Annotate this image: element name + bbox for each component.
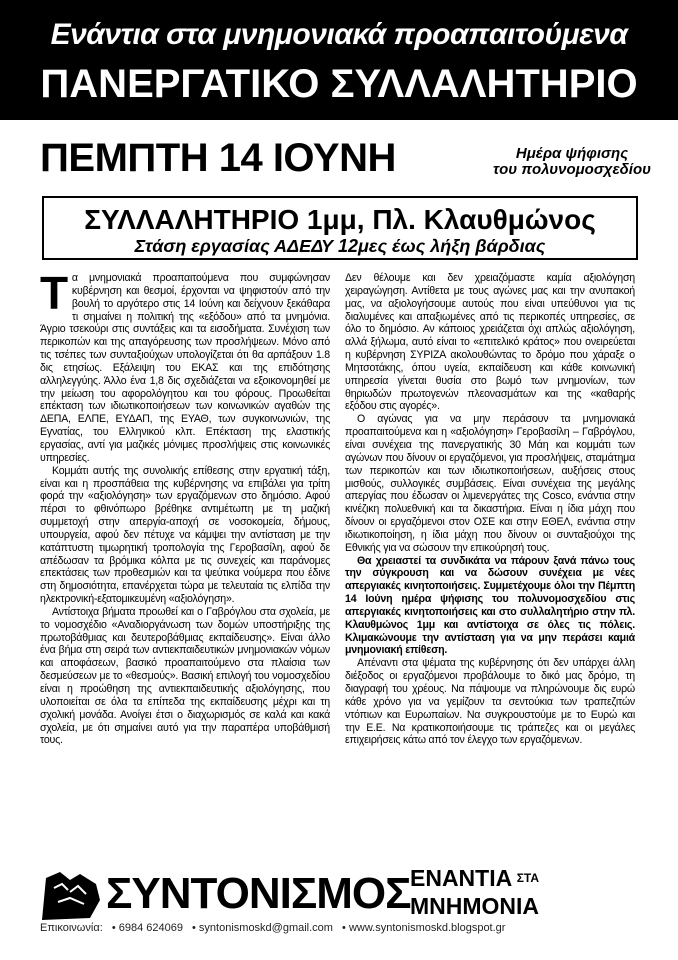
logo-name: ΣΥΝΤΟΝΙΣΜΟΣ	[106, 869, 411, 918]
rally-subtitle: Στάση εργασίας ΑΔΕΔΥ 12μες έως λήξη βάρδιας	[134, 236, 546, 256]
right-paragraph-1: Δεν θέλουμε και δεν χρειαζόμαστε καμία αξιολόγηση χειραγώγηση. Αντίθετα με τους αγώνες μας και την ανυπακοή μας, να αξιολογήσουμε αυτούς που είναι υπεύθυνοι για τις διαλυμένες και απαξιωμένες από τις περικοπές υπηρεσίες, σε όλο το δημόσιο. Αν κάποιος χρειάζεται όχι απλώς αξιολόγηση, αλλά ξήλωμα, αυτό είναι το «επιτελικό κράτος» που ονειρεύεται η κυβέρνηση ΣΥΡΙΖΑ ακολουθώντας το δρόμο που χάραξε ο Μητσοτάκης, όπου υγεία, εκπαίδευση και κάθε κοινωνική υπηρεσία γίνεται θυσία στο βωμό των μνημονίων, των θηριωδών πρωτογενών πλεονασμάτων και της «καθαρής εξόδου στις αγορές».	[345, 272, 635, 413]
left-paragraph-1-text: α μνημονιακά προαπαιτούμενα που συμφώνησαν κυβέρνηση και θεσμοί, έρχονται να ψηφιστούν από την βουλή το αργότερο στις 14 Ιούνη και δείχνουν ξεκάθαρα τι σημαίνει η πολιτική της «εξόδου» από τα μνημόνια. Άγριο τσεκούρι στις συντάξεις και τα εισοδήματα. Συνέχιση των περικοπών και της απαγόρευσης των προσλήψεων. Μόνο από τις τσέπες των συνταξιούχων υπολογίζεται ότι θα αρπάξουν 1.8 δις ετησίως. Εξάλειψη του ΕΚΑΣ και της επιδότησης αλληλεγγύης. Άλλο ένα 1,8 δις σχεδιάζεται να εξοικονομηθεί με την μείωση του αφορολόγητου και του φόρους. Προωθείται επέκταση των ιδιωτικοποιήσεων των κοινωνικών αγαθών της ΔΕΠΑ, ΕΛΠΕ, ΕΥΔΑΠ, της ΕΥΑΘ, των συγκοινωνιών, της Εγνατίας, του Ελληνικού κλπ. Επέκταση της ελαστικής εργασίας, αντί για μαζικές μόνιμες προσλήψεις στις κοινωνικές υπηρεσίες.	[40, 272, 330, 464]
logo-word-mnimonia: ΜΝΗΜΟΝΙΑ	[410, 893, 540, 919]
banner-subtitle: Ενάντια στα μνημονιακά προαπαιτούμενα	[50, 18, 628, 51]
date-row	[40, 136, 651, 186]
left-paragraph-1	[40, 267, 330, 465]
left-column	[40, 267, 330, 747]
rally-title: ΣΥΛΛΑΛΗΤΗΡΙΟ 1μμ, Πλ. Κλαυθμώνος	[84, 204, 596, 235]
right-column	[345, 272, 635, 747]
banner-title: ΠΑΝΕΡΓΑΤΙΚΟ ΣΥΛΛΑΛΗΤΗΡΙΟ	[40, 62, 638, 106]
rally-box	[42, 196, 638, 260]
logo-word-sta: ΣΤΑ	[516, 871, 539, 885]
header-banner	[0, 0, 678, 120]
right-paragraph-2: Ο αγώνας για να μην περάσουν τα μνημονιακά προαπαιτούμενα και η «αξιολόγηση» Γεροβασίλη – Γαβρόγλου, είναι συνέχεια της πανεργατικής 30 Μάη και κομμάτι των αγώνων που δίνουν οι εργαζόμενοι, για προσλήψεις, σταμάτημα των περικοπών και των ιδιωτικοποιήσεων, αυξήσεις στους μισθούς, συλλογικές συμβάσεις. Είναι συνέχεια της μεγάλης απεργίας που έδωσαν οι λιμενεργάτες της Cosco, ενάντια στην κινέζικη πολυεθνική και τα δικαστήρια. Είναι η ίδια μάχη που δίνουν οι εργαζόμενοι στον ΟΣΕ και στην ΕΘΕΛ, ενάντια στην ιδιωτικοποίηση, η ίδια μάχη που δίνουν οι συνταξιούχοι της Εθνικής για να σώσουν την επικούρησή τους.	[345, 413, 635, 554]
contact-email[interactable]: • syntonismoskd@gmail.com	[192, 922, 333, 934]
date-subtitle-line1: Ημέρα ψήφισης	[515, 145, 629, 162]
date-subtitle	[472, 146, 672, 178]
right-paragraph-3: Θα χρειαστεί τα συνδικάτα να πάρουν ξανά πάνω τους την σύγκρουση και να δώσουν συνέχεια με νέες απεργιακές κινητοποιήσεις. Συμμετέχουμε όλοι την Πέμπτη 14 Ιούνη ημέρα ψήφισης του πολυνομοσχεδίου στις απεργιακές κινητοποιήσεις και στο συλλαλητήριο στην πλ. Κλαυθμώνος 1μμ και αντίστοιχα σε όλες τις πόλεις. Κλιμακώνουμε την αντίσταση για να μην περάσει καμιά μνημονιακή επίθεση.	[345, 554, 635, 657]
logo-tagline	[410, 866, 539, 922]
logo-word-enantia: ΕΝΑΝΤΙΑ	[410, 865, 513, 891]
left-paragraph-2: Κομμάτι αυτής της συνολικής επίθεσης στην εργατική τάξη, είναι και η προσπάθεια της κυβέρνησης να επιβάλει για τρίτη φορά την «αξιολόγηση» των εργαζόμενων στο δημόσιο. Αφού πέρσι το φθινόπωρο βρέθηκε αντιμέτωπη με τη μαζική συμμετοχή στην απεργία-αποχή σε νοσοκομεία, δήμους, υπουργεία, αφού δεν πέτυχε να κάμψει την αντίσταση με την κατάπτυστη τιμωρητική τροπολογία της Γεροβασίλη, αφού δε απέδωσαν τα βρόμικα κόλπα με τις συνεχείς και παράνομες επεκτάσεις των προθεσμιών και τα ψεύτικα νούμερα που έδινε στη δημοσιότητα, επανέρχεται τώρα με τελευταία τις ελπίδα την ηλεκτρονική-εξατομικευμένη «αξιολόγηση».	[40, 464, 330, 606]
date-title: ΠΕΜΠΤΗ 14 ΙΟΥΝΗ	[40, 136, 396, 180]
drop-cap: Τ	[40, 267, 68, 319]
contact-line	[40, 922, 640, 934]
right-paragraph-4: Απέναντι στα ψέματα της κυβέρνησης ότι δεν υπάρχει άλλη διέξοδος οι εργαζόμενοι προβάλουμε το δικό μας δρόμο, τη διαγραφή του χρέους. Να πάψουμε να πληρώνουμε δις ευρώ κάθε χρόνο για να γεμίζουν τα σεντούκια των τραπεζιτών ντόπιων και Ευρωπαίων. Να συγκρουστούμε με το Ευρώ και την Ε.Ε. Να κρατικοποιήσουμε τις τράπεζες και οι μεγάλες επιχειρήσεις κάτω από τον έλεγχο των εργαζόμενων.	[345, 657, 635, 747]
date-subtitle-line2: του πολυνομοσχεδίου	[493, 161, 651, 178]
contact-blog[interactable]: • www.syntonismoskd.blogspot.gr	[342, 922, 506, 934]
footer	[0, 858, 678, 960]
left-paragraph-3: Αντίστοιχα βήματα προωθεί και ο Γαβρόγλου στα σχολεία, με το νομοσχέδιο «Αναδιοργάνωση των δομών υποστήριξης της πρωτοβάθμιας και δευτεροβάθμιας εκπαίδευσης». Είναι άλλο ένα βήμα στη σειρά των αντιεκπαιδευτικών μνημονιακών νόμων και αποφάσεων, βασικό προαπαιτούμενο στα πλαίσια των δεσμεύσεων με το «θεσμούς». Βασική επιλογή του νομοσχεδίου είναι η προώθηση της αντιεκπαιδευτικής αξιολόγησης, που υλοποιείται σε όλα τα επίπεδα της εκπαίδευσης μέχρι και τη σχολική μονάδα. Ανοίγει έτσι ο διαχωρισμός σε καλά και κακά σχολεία, με ότι σημαίνει αυτό για την παραπέρα υποβάθμισή τους.	[40, 605, 330, 747]
fist-icon	[40, 870, 102, 924]
contact-label: Επικοινωνία:	[40, 922, 103, 934]
contact-phone: • 6984 624069	[111, 922, 183, 934]
